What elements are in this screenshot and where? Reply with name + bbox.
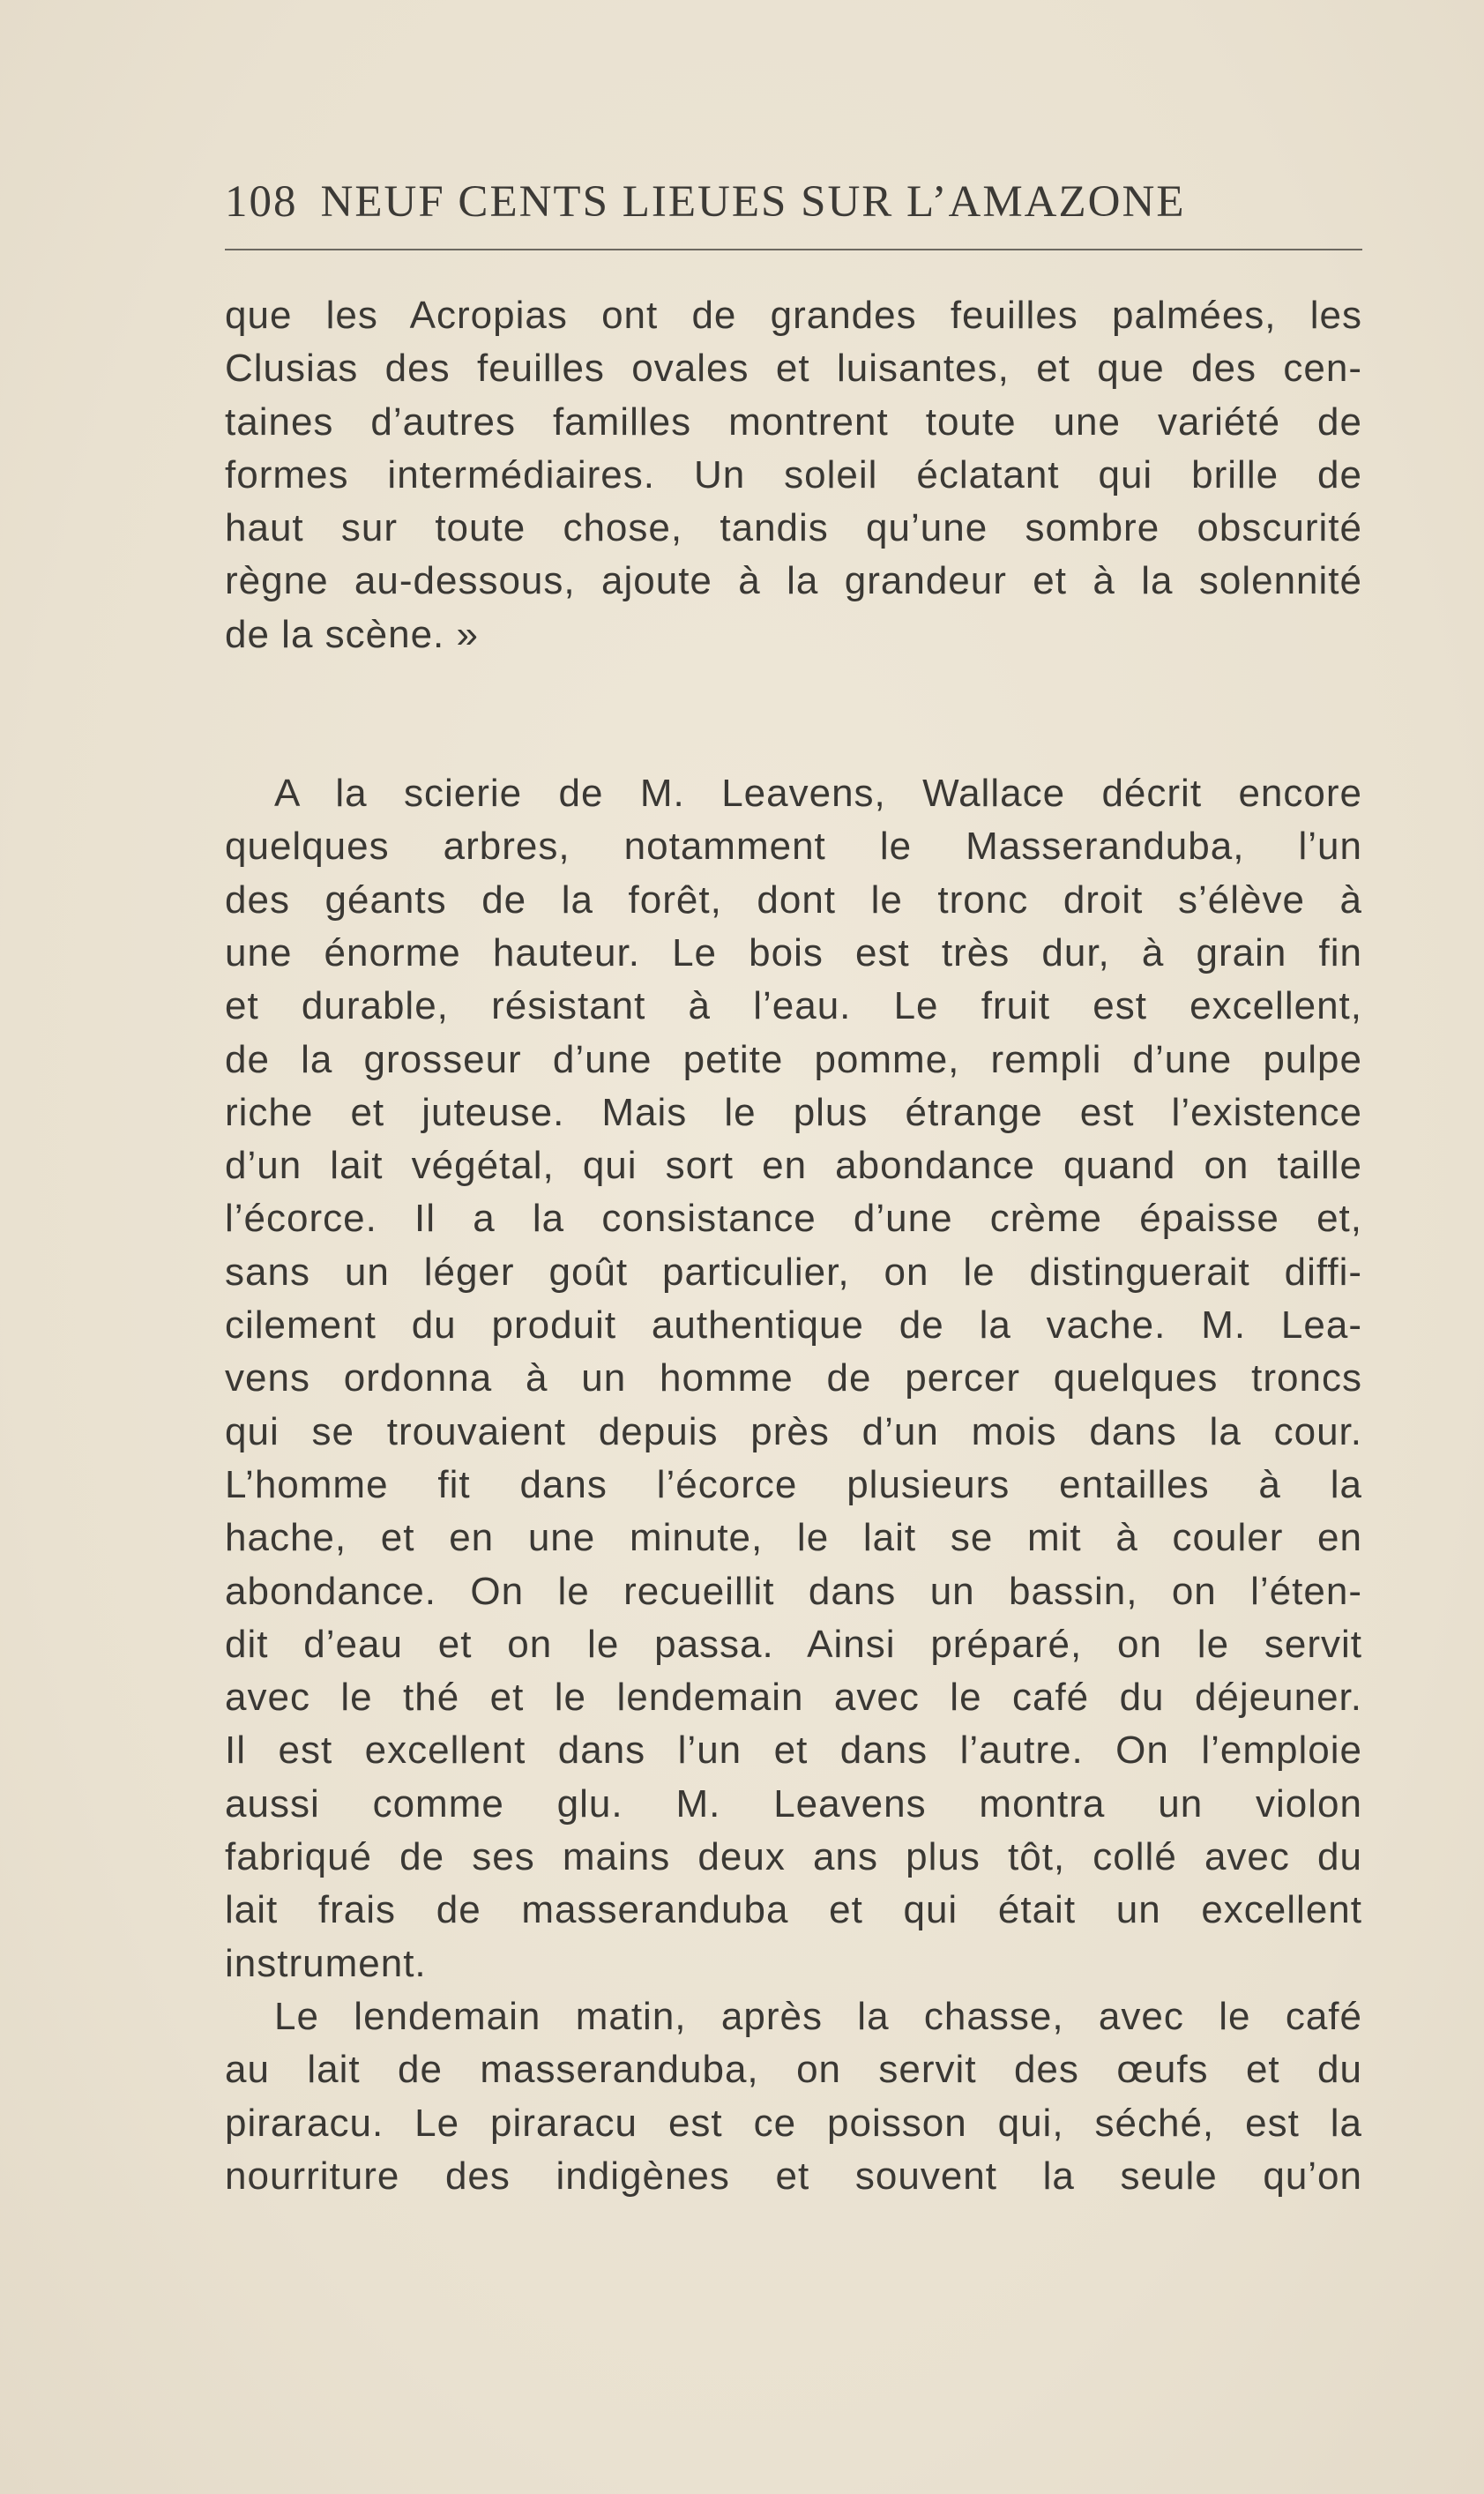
text-line: cilement du produit authentique de la vache. M. Lea- [225, 1303, 1362, 1348]
text-line: L’homme fit dans l’écorce plusieurs entailles à la [225, 1462, 1362, 1506]
paragraph-quote-ending [225, 289, 1362, 661]
text-line: qui se trouvaient depuis près d’un mois dans la cour. [225, 1409, 1362, 1453]
text-line: Le lendemain matin, après la chasse, avec le café [274, 1994, 1362, 2038]
text-line: A la scierie de M. Leavens, Wallace décrit encore [274, 772, 1362, 816]
text-line: de la scène. » [225, 612, 479, 656]
text-line: et durable, résistant à l’eau. Le fruit est excellent, [225, 984, 1362, 1028]
text-line: d’un lait végétal, qui sort en abondance quand on taille [225, 1144, 1362, 1188]
header-rule [225, 249, 1362, 250]
text-line: fabriqué de ses mains deux ans plus tôt, collé avec du [225, 1835, 1362, 1879]
running-head [225, 176, 1362, 228]
text-line: riche et juteuse. Mais le plus étrange est l’existence [225, 1090, 1362, 1134]
body-text [225, 289, 1362, 2203]
text-line: taines d’autres familles montrent toute une variété de [225, 399, 1362, 444]
text-line: hache, et en une minute, le lait se mit à couler en [225, 1516, 1362, 1560]
text-line: Clusias des feuilles ovales et luisantes, et que des cen- [225, 347, 1362, 391]
text-line: de la grosseur d’une petite pomme, rempli d’une pulpe [225, 1037, 1362, 1081]
text-line: quelques arbres, notamment le Masseranduba, l’un [225, 825, 1362, 869]
text-line: instrument. [225, 1941, 427, 1985]
paragraph-lendemain [225, 1990, 1362, 2203]
text-line: haut sur toute chose, tandis qu’une sombre obscurité [225, 506, 1362, 550]
text-line: au lait de masseranduba, on servit des œufs et du [225, 2048, 1362, 2092]
text-line: l’écorce. Il a la consistance d’une crème épaisse et, [225, 1197, 1362, 1241]
text-line: lait frais de masseranduba et qui était un excellent [225, 1888, 1362, 1932]
text-line: dit d’eau et on le passa. Ainsi préparé, on le servit [225, 1622, 1362, 1666]
text-line: que les Acropias ont de grandes feuilles palmées, les [225, 294, 1362, 337]
text-line: Il est excellent dans l’un et dans l’autre. On l’emploie [225, 1729, 1362, 1773]
text-line: sans un léger goût particulier, on le distinguerait diffi- [225, 1250, 1362, 1294]
page-number: 108 [225, 177, 298, 227]
text-line: avec le thé et le lendemain avec le café du déjeuner. [225, 1676, 1362, 1720]
text-line: piraracu. Le piraracu est ce poisson qui, séché, est la [225, 2101, 1362, 2145]
text-line: des géants de la forêt, dont le tronc droit s’élève à [225, 877, 1362, 922]
text-line: règne au-dessous, ajoute à la grandeur et à la solennité [225, 559, 1362, 603]
text-line: une énorme hauteur. Le bois est très dur, à grain fin [225, 930, 1362, 974]
text-line: aussi comme glu. M. Leavens montra un violon [225, 1781, 1362, 1826]
text-line: abondance. On le recueillit dans un bassin, on l’éten- [225, 1569, 1362, 1613]
text-line: formes intermédiaires. Un soleil éclatant qui brille de [225, 452, 1362, 497]
text-line: vens ordonna à un homme de percer quelques troncs [225, 1356, 1362, 1400]
text-line: nourriture des indigènes et souvent la seule qu’on [225, 2154, 1362, 2198]
running-title: NEUF CENTS LIEUES SUR L’AMAZONE [320, 177, 1186, 227]
paragraph-scierie [225, 767, 1362, 1990]
